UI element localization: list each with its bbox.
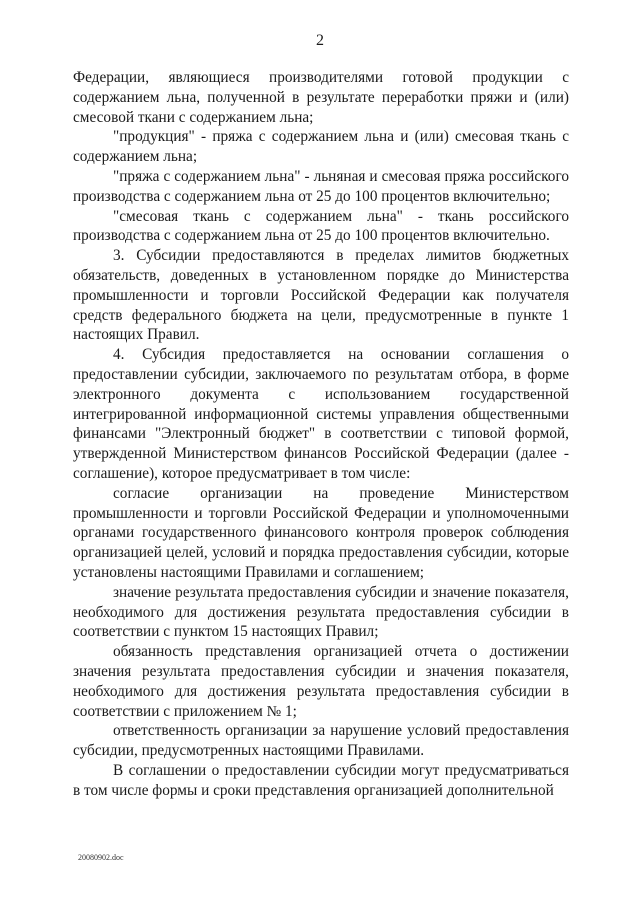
paragraph-reporting-duty: обязанность представления организацией отчета о достижении значения результата предоставления субсидии и значения показателя, необходимого для достижения результата предоставления субсидии в соответствии с приложением № 1;	[73, 643, 569, 720]
paragraph-agreement-forms: В соглашении о предоставлении субсидии могут предусматриваться в том числе формы и сроки представления организацией дополнительной	[73, 761, 569, 799]
paragraph-definition-product: "продукция" - пряжа с содержанием льна и (или) смесовая ткань с содержанием льна;	[73, 128, 569, 166]
document-file-code: 20080902.doc	[78, 853, 124, 862]
paragraph-result-value: значение результата предоставления субсидии и значение показателя, необходимого для достижения результата предоставления субсидии в соответствии с пунктом 15 настоящих Правил;	[73, 583, 569, 641]
page-number: 2	[316, 32, 324, 49]
paragraph-definition-fabric: "смесовая ткань с содержанием льна" - ткань российского производства с содержанием льна от 25 до 100 процентов включительно.	[73, 207, 569, 245]
paragraph-clause-3: 3. Субсидии предоставляются в пределах лимитов бюджетных обязательств, доведенных в установленном порядке до Министерства промышленности и торговли Российской Федерации как получателя средств федерального бюджета на цели, предусмотренные в пункте 1 настоящих Правил.	[73, 247, 569, 344]
paragraph-consent: согласие организации на проведение Министерством промышленности и торговли Российской Федерации и уполномоченными органами государственного финансового контроля проверок соблюдения организацией целей, условий и порядка предоставления субсидии, которые установлены настоящими Правилами и соглашением;	[73, 484, 569, 581]
document-body	[73, 68, 569, 800]
paragraph-clause-4: 4. Субсидия предоставляется на основании соглашения о предоставлении субсидии, заключаемого по результатам отбора, в форме электронного документа с использованием государственной интегрированной информационной системы управления общественными финансами "Электронный бюджет" в соответствии с типовой формой, утвержденной Министерством финансов Российской Федерации (далее - соглашение), которое предусматривает в том числе:	[73, 346, 569, 482]
paragraph-definition-yarn: "пряжа с содержанием льна" - льняная и смесовая пряжа российского производства с содержанием льна от 25 до 100 процентов включительно;	[73, 167, 569, 205]
paragraph-liability: ответственность организации за нарушение условий предоставления субсидии, предусмотренных настоящими Правилами.	[73, 722, 569, 760]
paragraph-continuation: Федерации, являющиеся производителями готовой продукции с содержанием льна, полученной в результате переработки пряжи и (или) смесовой ткани с содержанием льна;	[73, 69, 569, 126]
